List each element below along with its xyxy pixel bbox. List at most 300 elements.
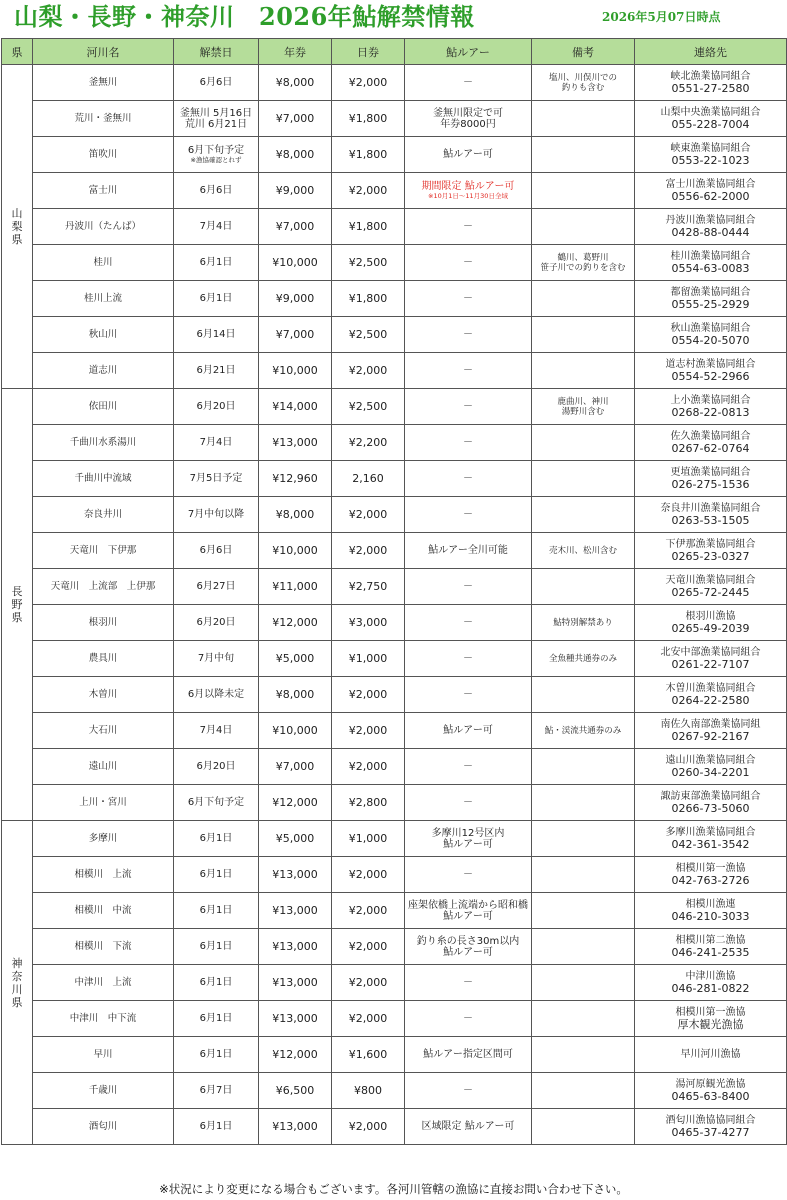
contact-phone: 0264-22-2580 — [671, 693, 750, 707]
open-date-text: 6月下旬予定 — [187, 797, 245, 808]
open-date-text: 7月4日 — [199, 725, 233, 736]
open-date-text: 6月6日 — [199, 545, 233, 556]
annual-ticket — [259, 641, 332, 677]
river-name — [33, 929, 174, 965]
annual-ticket — [259, 713, 332, 749]
ayu-lure — [405, 317, 532, 353]
contact-name: 南佐久南部漁業協同組 — [660, 718, 761, 730]
annual-ticket — [259, 137, 332, 173]
table-row — [2, 533, 787, 569]
annual-ticket — [259, 677, 332, 713]
contact-name: 多摩川漁業協同組合 — [665, 826, 756, 838]
table-row — [2, 101, 787, 137]
day-ticket-text: 2,160 — [352, 472, 384, 485]
ayu-lure — [405, 245, 532, 281]
notes-text: 鶴川、葛野川 笹子川での釣りを含む — [540, 252, 626, 273]
contact-phone: 0428-88-0444 — [671, 225, 750, 239]
contact — [635, 605, 787, 641]
contact-name: 早川河川漁協 — [680, 1048, 741, 1060]
notes — [532, 137, 635, 173]
river-name-text: 道志川 — [88, 365, 118, 376]
ayu-lure-text: 多摩川12号区内 鮎ルアー可 — [431, 827, 505, 850]
annual-ticket-text: ¥13,000 — [272, 436, 318, 449]
ayu-lure — [405, 353, 532, 389]
day-ticket-text: ¥1,800 — [348, 112, 388, 125]
table-row — [2, 641, 787, 677]
contact-phone: 0260-34-2201 — [671, 765, 750, 779]
river-name-text: 大石川 — [88, 725, 118, 736]
contact-name: 遠山川漁業協同組合 — [665, 754, 756, 766]
notes — [532, 245, 635, 281]
contact — [635, 1073, 787, 1109]
open-date — [174, 641, 259, 677]
day-ticket — [332, 929, 405, 965]
annual-ticket — [259, 785, 332, 821]
day-ticket — [332, 209, 405, 245]
annual-ticket-text: ¥7,000 — [275, 220, 315, 233]
river-name-text: 農具川 — [88, 653, 118, 664]
day-ticket — [332, 1073, 405, 1109]
contact-phone: 042-763-2726 — [671, 873, 750, 887]
ayu-lure-text: － — [463, 437, 473, 448]
contact-name: 桂川漁業協同組合 — [670, 250, 751, 262]
ayu-lure-text: － — [463, 329, 473, 340]
table-row — [2, 1073, 787, 1109]
contact — [635, 893, 787, 929]
table-row — [2, 461, 787, 497]
open-date-text: 釜無川 5月16日 荒川 6月21日 — [179, 107, 253, 130]
day-ticket-text: ¥2,000 — [348, 76, 388, 89]
open-date — [174, 605, 259, 641]
contact-name: 富士川漁業協同組合 — [665, 178, 756, 190]
contact-name: 更埴漁業協同組合 — [670, 466, 751, 478]
contact — [635, 209, 787, 245]
annual-ticket — [259, 65, 332, 101]
day-ticket — [332, 65, 405, 101]
open-date-text: 6月21日 — [196, 365, 236, 376]
ayu-lure-text: － — [463, 797, 473, 808]
ayu-lure — [405, 1001, 532, 1037]
day-ticket — [332, 713, 405, 749]
annual-ticket-text: ¥12,000 — [272, 1048, 318, 1061]
open-date — [174, 713, 259, 749]
day-ticket-text: ¥2,500 — [348, 256, 388, 269]
day-ticket-text: ¥2,000 — [348, 868, 388, 881]
day-ticket — [332, 965, 405, 1001]
annual-ticket-text: ¥12,000 — [272, 616, 318, 629]
day-ticket-text: ¥2,000 — [348, 940, 388, 953]
contact-name: 丹波川漁業協同組合 — [665, 214, 756, 226]
day-ticket-text: ¥2,000 — [348, 1120, 388, 1133]
annual-ticket — [259, 965, 332, 1001]
contact-name: 奈良井川漁業協同組合 — [660, 502, 761, 514]
annual-ticket — [259, 1037, 332, 1073]
table-body — [2, 65, 787, 1145]
ayu-lure-text: － — [463, 509, 473, 520]
annual-ticket-text: ¥5,000 — [275, 652, 315, 665]
ayu-lure — [405, 101, 532, 137]
open-date-text: 6月1日 — [199, 1049, 233, 1060]
ayu-lure — [405, 173, 532, 209]
annual-ticket — [259, 245, 332, 281]
river-name — [33, 533, 174, 569]
annual-ticket-text: ¥6,500 — [275, 1084, 315, 1097]
day-ticket — [332, 425, 405, 461]
open-date-text: 6月6日 — [199, 185, 233, 196]
river-name — [33, 857, 174, 893]
notes — [532, 749, 635, 785]
notes — [532, 605, 635, 641]
contact-phone: 0265-72-2445 — [671, 585, 750, 599]
day-ticket-text: ¥2,000 — [348, 184, 388, 197]
contact-phone: 0554-63-0083 — [671, 261, 750, 275]
river-name-text: 中津川 上流 — [74, 977, 132, 988]
day-ticket — [332, 353, 405, 389]
ayu-lure-text: 釣り糸の長さ30m以内 鮎ルアー可 — [416, 935, 520, 958]
contact-phone: 0465-37-4277 — [671, 1125, 750, 1139]
annual-ticket — [259, 101, 332, 137]
notes — [532, 389, 635, 425]
day-ticket — [332, 857, 405, 893]
ayu-lure-text: － — [463, 653, 473, 664]
ayu-lure-text: － — [463, 257, 473, 268]
annual-ticket — [259, 821, 332, 857]
day-ticket-text: ¥3,000 — [348, 616, 388, 629]
open-date — [174, 965, 259, 1001]
river-name-text: 天竜川 上流部 上伊那 — [50, 581, 156, 592]
table-row — [2, 497, 787, 533]
annual-ticket-text: ¥13,000 — [272, 1120, 318, 1133]
contact-phone: 0266-73-5060 — [671, 801, 750, 815]
open-date-text: 7月4日 — [199, 221, 233, 232]
notes-text: 塩川、川俣川での 釣りも含む — [548, 72, 617, 93]
open-date-text: 6月20日 — [196, 401, 236, 412]
annual-ticket-text: ¥8,000 — [275, 76, 315, 89]
contact-phone: 0268-22-0813 — [671, 405, 750, 419]
table-row — [2, 389, 787, 425]
contact-phone: 0267-92-2167 — [671, 729, 750, 743]
contact — [635, 677, 787, 713]
contact — [635, 821, 787, 857]
ayu-season-table — [1, 38, 787, 1145]
ayu-lure — [405, 65, 532, 101]
open-date — [174, 497, 259, 533]
ayu-lure-text: － — [463, 689, 473, 700]
river-name-text: 天竜川 下伊那 — [69, 545, 137, 556]
contact — [635, 749, 787, 785]
annual-ticket-text: ¥9,000 — [275, 292, 315, 305]
open-date-text: 6月1日 — [199, 1013, 233, 1024]
open-date — [174, 461, 259, 497]
ayu-lure-text: 鮎ルアー可 — [443, 725, 493, 736]
prefecture-name: 長野県 — [11, 585, 23, 624]
ayu-lure-text: － — [463, 401, 473, 412]
day-ticket — [332, 1001, 405, 1037]
contact-name: 北安中部漁業協同組合 — [660, 646, 761, 658]
contact-phone: 厚木観光漁協 — [677, 1017, 744, 1031]
table-row — [2, 569, 787, 605]
contact-phone: 0554-52-2966 — [671, 369, 750, 383]
river-name — [33, 1037, 174, 1073]
ayu-lure-text: － — [463, 761, 473, 772]
river-name — [33, 281, 174, 317]
open-date — [174, 389, 259, 425]
river-name-text: 桂川 — [93, 257, 113, 268]
day-ticket-text: ¥2,500 — [348, 400, 388, 413]
annual-ticket — [259, 1073, 332, 1109]
river-name-text: 相模川 上流 — [74, 869, 132, 880]
annual-ticket — [259, 209, 332, 245]
page-header — [0, 0, 787, 38]
day-ticket — [332, 677, 405, 713]
open-date-text: 6月14日 — [196, 329, 236, 340]
col-header-annual-ticket: 年券 — [259, 39, 332, 65]
day-ticket — [332, 1109, 405, 1145]
col-header-ayu-lure: 鮎ルアー — [405, 39, 532, 65]
contact-name: 下伊那漁業協同組合 — [665, 538, 756, 550]
river-name — [33, 353, 174, 389]
col-header-river: 河川名 — [33, 39, 174, 65]
contact-name: 天竜川漁業協同組合 — [665, 574, 756, 586]
day-ticket — [332, 641, 405, 677]
ayu-lure — [405, 857, 532, 893]
open-date-text: 6月7日 — [199, 1085, 233, 1096]
annual-ticket-text: ¥8,000 — [275, 508, 315, 521]
col-header-day-ticket: 日券 — [332, 39, 405, 65]
day-ticket — [332, 389, 405, 425]
open-date — [174, 101, 259, 137]
open-date — [174, 209, 259, 245]
ayu-lure — [405, 893, 532, 929]
contact-phone: 046-281-0822 — [671, 981, 750, 995]
open-date-note: ※漁協確認とれず — [190, 156, 242, 164]
open-date-text: 6月6日 — [199, 77, 233, 88]
open-date — [174, 281, 259, 317]
day-ticket — [332, 749, 405, 785]
notes — [532, 785, 635, 821]
contact-name: 上小漁業協同組合 — [670, 394, 751, 406]
day-ticket — [332, 785, 405, 821]
notes — [532, 569, 635, 605]
open-date — [174, 317, 259, 353]
day-ticket — [332, 173, 405, 209]
notes — [532, 1073, 635, 1109]
notes — [532, 965, 635, 1001]
contact-phone: 0551-27-2580 — [671, 81, 750, 95]
open-date — [174, 245, 259, 281]
contact — [635, 965, 787, 1001]
river-name — [33, 497, 174, 533]
page-title: 山梨・長野・神奈川 2026年鮎解禁情報 — [14, 2, 475, 31]
day-ticket — [332, 245, 405, 281]
annual-ticket-text: ¥11,000 — [272, 580, 318, 593]
contact-phone: 0265-49-2039 — [671, 621, 750, 635]
river-name-text: 早川 — [93, 1049, 113, 1060]
table-row — [2, 605, 787, 641]
annual-ticket — [259, 317, 332, 353]
contact-phone: 0263-53-1505 — [671, 513, 750, 527]
open-date — [174, 353, 259, 389]
table-row — [2, 893, 787, 929]
contact — [635, 353, 787, 389]
river-name — [33, 641, 174, 677]
prefecture-name: 山梨県 — [11, 207, 23, 246]
notes — [532, 821, 635, 857]
ayu-lure-text: 釜無川限定で可 年券8000円 — [433, 107, 503, 130]
annual-ticket — [259, 281, 332, 317]
table-row — [2, 713, 787, 749]
contact — [635, 785, 787, 821]
contact-phone: 046-241-2535 — [671, 945, 750, 959]
river-name-text: 相模川 下流 — [74, 941, 132, 952]
ayu-lure — [405, 677, 532, 713]
contact-name: 相模川漁連 — [685, 898, 736, 910]
ayu-lure-note: ※10月1日〜11月30日全域 — [428, 192, 508, 200]
open-date — [174, 65, 259, 101]
open-date — [174, 1109, 259, 1145]
open-date-text: 6月下旬予定 — [187, 145, 245, 156]
contact — [635, 461, 787, 497]
day-ticket-text: ¥1,000 — [348, 832, 388, 845]
contact — [635, 569, 787, 605]
ayu-lure-text: 鮎ルアー全川可能 — [428, 545, 508, 556]
annual-ticket-text: ¥10,000 — [272, 256, 318, 269]
ayu-lure-text: － — [463, 293, 473, 304]
ayu-lure — [405, 641, 532, 677]
annual-ticket-text: ¥9,000 — [275, 184, 315, 197]
river-name — [33, 893, 174, 929]
table-row — [2, 785, 787, 821]
ayu-lure — [405, 1073, 532, 1109]
open-date — [174, 893, 259, 929]
day-ticket-text: ¥1,800 — [348, 148, 388, 161]
annual-ticket — [259, 533, 332, 569]
day-ticket-text: ¥2,000 — [348, 508, 388, 521]
prefecture-name: 神奈川県 — [11, 956, 23, 1009]
open-date — [174, 821, 259, 857]
river-name — [33, 713, 174, 749]
day-ticket-text: ¥1,800 — [348, 220, 388, 233]
day-ticket — [332, 893, 405, 929]
open-date-text: 6月20日 — [196, 761, 236, 772]
day-ticket-text: ¥2,000 — [348, 544, 388, 557]
contact-phone: 0267-62-0764 — [671, 441, 750, 455]
notes — [532, 209, 635, 245]
day-ticket-text: ¥2,000 — [348, 760, 388, 773]
river-name-text: 上川・宮川 — [79, 797, 127, 808]
ayu-lure-text: 区域限定 鮎ルアー可 — [421, 1121, 515, 1132]
open-date-text: 7月中旬以降 — [187, 509, 245, 520]
contact — [635, 929, 787, 965]
open-date-text: 6月1日 — [199, 977, 233, 988]
annual-ticket-text: ¥10,000 — [272, 364, 318, 377]
table-row — [2, 1109, 787, 1145]
contact-name: 山梨中央漁業協同組合 — [660, 106, 761, 118]
annual-ticket — [259, 929, 332, 965]
annual-ticket — [259, 425, 332, 461]
river-name — [33, 677, 174, 713]
annual-ticket — [259, 569, 332, 605]
day-ticket — [332, 821, 405, 857]
contact-name: 相模川第一漁協 — [675, 862, 746, 874]
table-row — [2, 677, 787, 713]
river-name — [33, 605, 174, 641]
day-ticket — [332, 137, 405, 173]
contact-phone: 0553-22-1023 — [671, 153, 750, 167]
contact — [635, 101, 787, 137]
day-ticket — [332, 101, 405, 137]
open-date — [174, 569, 259, 605]
table-row — [2, 1037, 787, 1073]
notes — [532, 317, 635, 353]
contact-phone: 042-361-3542 — [671, 837, 750, 851]
table-row — [2, 1001, 787, 1037]
open-date — [174, 1037, 259, 1073]
river-name — [33, 1073, 174, 1109]
river-name-text: 千曲川水系湯川 — [69, 437, 137, 448]
contact — [635, 1001, 787, 1037]
contact — [635, 1037, 787, 1073]
open-date-text: 6月1日 — [199, 1121, 233, 1132]
notes — [532, 65, 635, 101]
notes — [532, 101, 635, 137]
river-name-text: 依田川 — [88, 401, 118, 412]
table-row — [2, 929, 787, 965]
notes — [532, 425, 635, 461]
river-name — [33, 137, 174, 173]
river-name-text: 釜無川 — [88, 77, 118, 88]
river-name — [33, 821, 174, 857]
contact-name: 峡北漁業協同組合 — [670, 70, 751, 82]
notes — [532, 641, 635, 677]
river-name — [33, 209, 174, 245]
contact-phone: 046-210-3033 — [671, 909, 750, 923]
ayu-lure — [405, 821, 532, 857]
contact-phone: 026-275-1536 — [671, 477, 750, 491]
ayu-lure — [405, 533, 532, 569]
notes — [532, 353, 635, 389]
day-ticket — [332, 497, 405, 533]
contact-phone: 055-228-7004 — [671, 117, 750, 131]
notes — [532, 677, 635, 713]
ayu-lure — [405, 785, 532, 821]
river-name-text: 遠山川 — [88, 761, 118, 772]
ayu-lure-text: － — [463, 221, 473, 232]
notes — [532, 857, 635, 893]
annual-ticket — [259, 461, 332, 497]
river-name-text: 丹波川（たんば） — [64, 221, 141, 232]
contact — [635, 137, 787, 173]
annual-ticket — [259, 605, 332, 641]
river-name — [33, 317, 174, 353]
river-name-text: 桂川上流 — [83, 293, 122, 304]
table-row — [2, 749, 787, 785]
river-name — [33, 965, 174, 1001]
notes — [532, 1109, 635, 1145]
day-ticket — [332, 1037, 405, 1073]
ayu-lure — [405, 749, 532, 785]
ayu-lure-text: － — [463, 473, 473, 484]
notes — [532, 173, 635, 209]
river-name-text: 千歳川 — [88, 1085, 118, 1096]
annual-ticket-text: ¥7,000 — [275, 328, 315, 341]
annual-ticket-text: ¥12,960 — [272, 472, 318, 485]
contact-name: 峡東漁業協同組合 — [670, 142, 751, 154]
day-ticket-text: ¥2,000 — [348, 364, 388, 377]
open-date — [174, 173, 259, 209]
notes-text: 売木川、松川含む — [548, 545, 617, 556]
contact-name: 酒匂川漁協協同組合 — [665, 1114, 756, 1126]
